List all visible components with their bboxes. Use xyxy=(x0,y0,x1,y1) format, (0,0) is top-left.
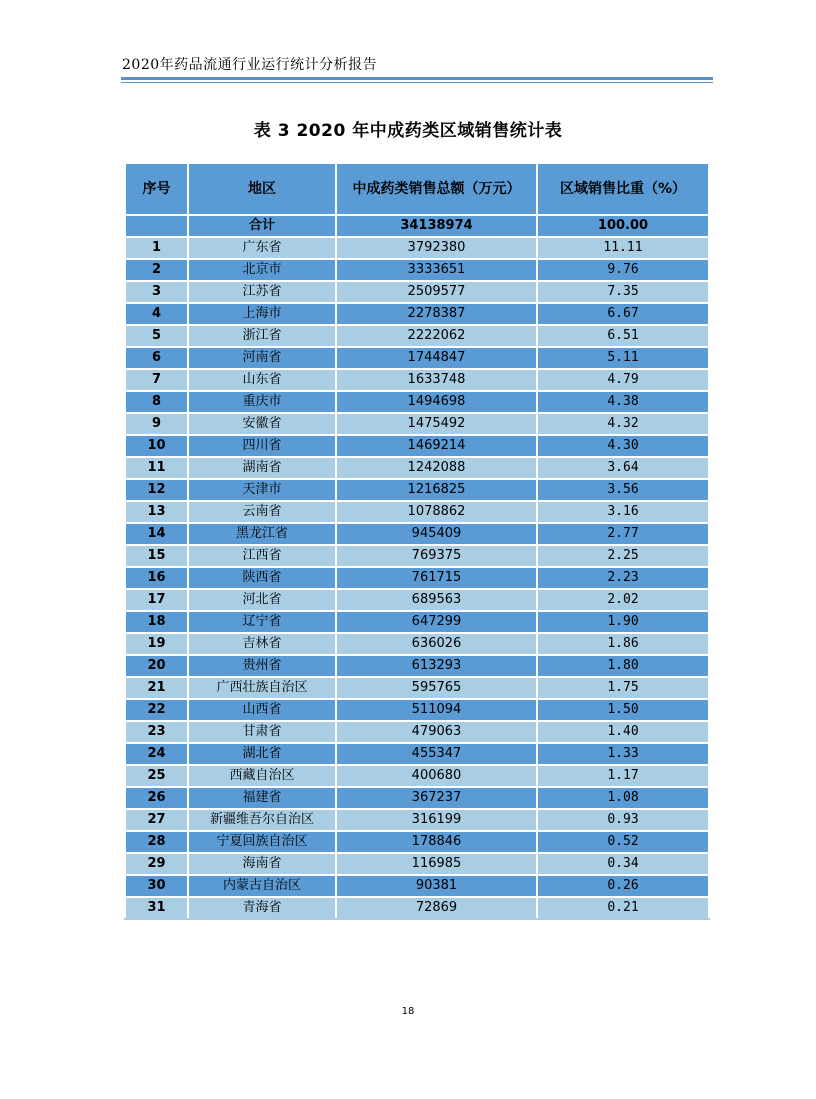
amount-cell: 647299 xyxy=(336,611,537,633)
share-cell: 1.08 xyxy=(537,787,709,809)
header-rule-thin xyxy=(121,82,713,83)
seq-cell: 24 xyxy=(125,743,188,765)
seq-cell: 13 xyxy=(125,501,188,523)
seq-cell: 31 xyxy=(125,897,188,919)
amount-cell: 1469214 xyxy=(336,435,537,457)
amount-cell: 1242088 xyxy=(336,457,537,479)
column-header-region: 地区 xyxy=(188,164,336,215)
table-row xyxy=(125,237,709,259)
region-cell: 海南省 xyxy=(188,853,336,875)
region-cell: 西藏自治区 xyxy=(188,765,336,787)
table-row xyxy=(125,831,709,853)
share-cell: 0.34 xyxy=(537,853,709,875)
amount-cell: 400680 xyxy=(336,765,537,787)
table-row xyxy=(125,633,709,655)
table-row xyxy=(125,743,709,765)
share-cell: 0.26 xyxy=(537,875,709,897)
region-cell: 甘肃省 xyxy=(188,721,336,743)
share-cell: 2.23 xyxy=(537,567,709,589)
seq-cell: 16 xyxy=(125,567,188,589)
seq-cell: 17 xyxy=(125,589,188,611)
amount-cell: 2222062 xyxy=(336,325,537,347)
table-row xyxy=(125,325,709,347)
table-row xyxy=(125,545,709,567)
seq-cell: 19 xyxy=(125,633,188,655)
region-cell: 重庆市 xyxy=(188,391,336,413)
seq-cell: 27 xyxy=(125,809,188,831)
seq-cell: 7 xyxy=(125,369,188,391)
region-cell: 浙江省 xyxy=(188,325,336,347)
table-row xyxy=(125,853,709,875)
table-row xyxy=(125,875,709,897)
running-header xyxy=(121,55,713,83)
amount-cell: 90381 xyxy=(336,875,537,897)
seq-cell: 3 xyxy=(125,281,188,303)
table-row xyxy=(125,809,709,831)
share-cell: 2.25 xyxy=(537,545,709,567)
column-header-seq: 序号 xyxy=(125,164,188,215)
table-row xyxy=(125,479,709,501)
region-cell: 山东省 xyxy=(188,369,336,391)
table-row xyxy=(125,347,709,369)
region-cell: 辽宁省 xyxy=(188,611,336,633)
amount-cell: 455347 xyxy=(336,743,537,765)
seq-cell: 2 xyxy=(125,259,188,281)
share-cell: 2.77 xyxy=(537,523,709,545)
total-share: 100.00 xyxy=(537,215,709,237)
region-cell: 广东省 xyxy=(188,237,336,259)
amount-cell: 2509577 xyxy=(336,281,537,303)
region-cell: 宁夏回族自治区 xyxy=(188,831,336,853)
table-row xyxy=(125,501,709,523)
share-cell: 2.02 xyxy=(537,589,709,611)
share-cell: 0.52 xyxy=(537,831,709,853)
amount-cell: 3333651 xyxy=(336,259,537,281)
table-row xyxy=(125,391,709,413)
amount-cell: 769375 xyxy=(336,545,537,567)
region-cell: 新疆维吾尔自治区 xyxy=(188,809,336,831)
amount-cell: 1494698 xyxy=(336,391,537,413)
table-row xyxy=(125,655,709,677)
share-cell: 1.17 xyxy=(537,765,709,787)
amount-cell: 479063 xyxy=(336,721,537,743)
table-row xyxy=(125,457,709,479)
seq-cell: 28 xyxy=(125,831,188,853)
amount-cell: 1216825 xyxy=(336,479,537,501)
table-row xyxy=(125,259,709,281)
region-cell: 河南省 xyxy=(188,347,336,369)
region-cell: 天津市 xyxy=(188,479,336,501)
amount-cell: 761715 xyxy=(336,567,537,589)
seq-cell: 5 xyxy=(125,325,188,347)
amount-cell: 316199 xyxy=(336,809,537,831)
amount-cell: 367237 xyxy=(336,787,537,809)
share-cell: 0.93 xyxy=(537,809,709,831)
table-row xyxy=(125,897,709,919)
region-cell: 湖北省 xyxy=(188,743,336,765)
seq-cell: 20 xyxy=(125,655,188,677)
amount-cell: 1078862 xyxy=(336,501,537,523)
seq-cell: 9 xyxy=(125,413,188,435)
seq-cell: 21 xyxy=(125,677,188,699)
region-cell: 吉林省 xyxy=(188,633,336,655)
table-row xyxy=(125,523,709,545)
table-row xyxy=(125,765,709,787)
seq-cell: 30 xyxy=(125,875,188,897)
seq-cell: 23 xyxy=(125,721,188,743)
share-cell: 3.56 xyxy=(537,479,709,501)
region-cell: 北京市 xyxy=(188,259,336,281)
amount-cell: 1633748 xyxy=(336,369,537,391)
amount-cell: 1744847 xyxy=(336,347,537,369)
amount-cell: 3792380 xyxy=(336,237,537,259)
running-header-title: 2020年药品流通行业运行统计分析报告 xyxy=(122,57,378,73)
share-cell: 4.30 xyxy=(537,435,709,457)
region-cell: 内蒙古自治区 xyxy=(188,875,336,897)
table-row xyxy=(125,413,709,435)
share-cell: 1.33 xyxy=(537,743,709,765)
share-cell: 1.75 xyxy=(537,677,709,699)
region-cell: 陕西省 xyxy=(188,567,336,589)
share-cell: 4.38 xyxy=(537,391,709,413)
region-cell: 上海市 xyxy=(188,303,336,325)
seq-cell: 25 xyxy=(125,765,188,787)
share-cell: 1.50 xyxy=(537,699,709,721)
region-cell: 青海省 xyxy=(188,897,336,919)
seq-cell: 1 xyxy=(125,237,188,259)
seq-cell: 18 xyxy=(125,611,188,633)
share-cell: 5.11 xyxy=(537,347,709,369)
region-cell: 河北省 xyxy=(188,589,336,611)
table-row xyxy=(125,589,709,611)
share-cell: 7.35 xyxy=(537,281,709,303)
amount-cell: 613293 xyxy=(336,655,537,677)
region-cell: 湖南省 xyxy=(188,457,336,479)
amount-cell: 72869 xyxy=(336,897,537,919)
total-label: 合计 xyxy=(188,215,336,237)
table-row xyxy=(125,567,709,589)
seq-cell: 15 xyxy=(125,545,188,567)
share-cell: 9.76 xyxy=(537,259,709,281)
table-row xyxy=(125,787,709,809)
seq-cell: 29 xyxy=(125,853,188,875)
seq-cell: 10 xyxy=(125,435,188,457)
share-cell: 1.80 xyxy=(537,655,709,677)
region-cell: 江苏省 xyxy=(188,281,336,303)
page-number: 18 xyxy=(401,1006,415,1017)
table-row xyxy=(125,721,709,743)
amount-cell: 116985 xyxy=(336,853,537,875)
table-row xyxy=(125,303,709,325)
amount-cell: 689563 xyxy=(336,589,537,611)
region-cell: 贵州省 xyxy=(188,655,336,677)
share-cell: 3.64 xyxy=(537,457,709,479)
seq-cell: 8 xyxy=(125,391,188,413)
share-cell: 6.67 xyxy=(537,303,709,325)
table-row xyxy=(125,369,709,391)
seq-cell: 6 xyxy=(125,347,188,369)
seq-cell: 26 xyxy=(125,787,188,809)
column-header-share: 区域销售比重（%） xyxy=(537,164,709,215)
share-cell: 11.11 xyxy=(537,237,709,259)
total-seq-cell xyxy=(125,215,188,237)
seq-cell: 11 xyxy=(125,457,188,479)
region-cell: 山西省 xyxy=(188,699,336,721)
region-cell: 安徽省 xyxy=(188,413,336,435)
share-cell: 0.21 xyxy=(537,897,709,919)
table-row xyxy=(125,611,709,633)
amount-cell: 2278387 xyxy=(336,303,537,325)
amount-cell: 1475492 xyxy=(336,413,537,435)
header-rule-thick xyxy=(121,77,713,80)
seq-cell: 4 xyxy=(125,303,188,325)
regional-sales-table xyxy=(124,164,710,920)
share-cell: 6.51 xyxy=(537,325,709,347)
table-row xyxy=(125,699,709,721)
table-row xyxy=(125,435,709,457)
table-row xyxy=(125,281,709,303)
total-row xyxy=(125,215,709,237)
amount-cell: 595765 xyxy=(336,677,537,699)
share-cell: 1.90 xyxy=(537,611,709,633)
share-cell: 1.86 xyxy=(537,633,709,655)
share-cell: 3.16 xyxy=(537,501,709,523)
amount-cell: 636026 xyxy=(336,633,537,655)
amount-cell: 511094 xyxy=(336,699,537,721)
amount-cell: 178846 xyxy=(336,831,537,853)
share-cell: 4.32 xyxy=(537,413,709,435)
region-cell: 云南省 xyxy=(188,501,336,523)
amount-cell: 945409 xyxy=(336,523,537,545)
region-cell: 福建省 xyxy=(188,787,336,809)
table-header-row xyxy=(125,164,709,215)
share-cell: 1.40 xyxy=(537,721,709,743)
seq-cell: 14 xyxy=(125,523,188,545)
region-cell: 广西壮族自治区 xyxy=(188,677,336,699)
region-cell: 江西省 xyxy=(188,545,336,567)
region-cell: 黑龙江省 xyxy=(188,523,336,545)
seq-cell: 12 xyxy=(125,479,188,501)
table-title: 表 3 2020 年中成药类区域销售统计表 xyxy=(253,121,563,141)
table-row xyxy=(125,677,709,699)
share-cell: 4.79 xyxy=(537,369,709,391)
seq-cell: 22 xyxy=(125,699,188,721)
region-cell: 四川省 xyxy=(188,435,336,457)
total-amount: 34138974 xyxy=(336,215,537,237)
column-header-amount: 中成药类销售总额（万元） xyxy=(336,164,537,215)
